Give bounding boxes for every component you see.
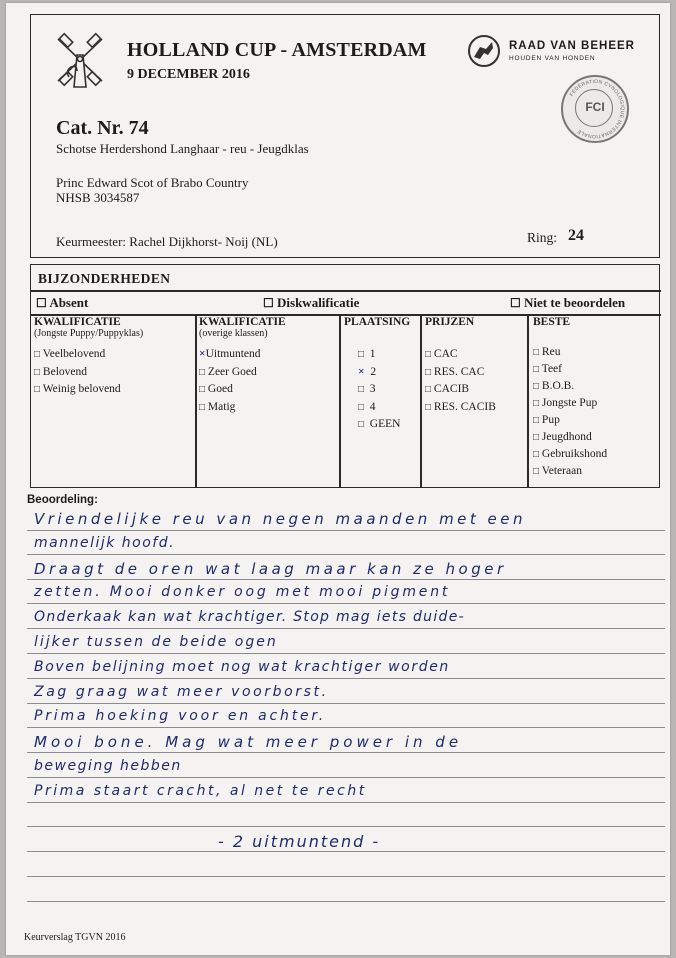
option-place-4[interactable]: □ 4 (358, 400, 376, 413)
column-subtitle: (Jongste Puppy/Puppyklas) (34, 328, 144, 339)
review-verdict: - 2 uitmuntend - (218, 832, 381, 851)
column-prizes (425, 316, 496, 416)
option-bob[interactable]: □ B.O.B. (533, 380, 575, 392)
option-checkbox[interactable]: □ (533, 347, 540, 358)
writing-line (27, 703, 665, 704)
column-title: BESTE (533, 316, 571, 328)
option-gebruikshond[interactable]: □ Gebruikshond (533, 448, 608, 460)
option-place-1[interactable]: □ 1 (358, 348, 376, 360)
option-checkbox[interactable]: □ (358, 401, 365, 413)
review-line: Draagt de oren wat laag maar kan ze hoger (34, 560, 507, 578)
option-checkbox[interactable]: □ (425, 401, 432, 413)
column-divider-1 (195, 314, 197, 487)
option-place-2[interactable]: × 2 (358, 365, 377, 378)
absent-label: Absent (49, 295, 89, 310)
marked-checkbox[interactable]: × (199, 348, 206, 360)
judge-name: Keurmeester: Rachel Dijkhorst- Noij (NL) (56, 234, 278, 249)
review-line: zetten. Mooi donker oog met mooi pigment (34, 584, 451, 600)
option-checkbox[interactable]: □ (533, 364, 540, 375)
column-title: KWALIFICATIE (34, 316, 121, 328)
column-divider-3 (420, 314, 422, 487)
not-judged-label: Niet te beoordelen (524, 295, 626, 310)
column-divider-4 (527, 314, 529, 487)
option-goed[interactable]: □ Goed (199, 383, 233, 395)
column-subtitle: (overige klassen) (199, 328, 268, 339)
column-title: PRIJZEN (425, 316, 475, 328)
option-reu[interactable]: □ Reu (533, 346, 561, 358)
event-title: HOLLAND CUP - AMSTERDAM (127, 39, 427, 61)
option-checkbox[interactable]: □ (425, 384, 432, 395)
review-line: Prima staart cracht, al net te recht (34, 783, 367, 799)
option-zeer-goed[interactable]: □ Zeer Goed (199, 365, 257, 378)
column-title: KWALIFICATIE (199, 316, 286, 328)
fci-label: FCI (585, 100, 605, 114)
event-date: 9 DECEMBER 2016 (127, 67, 250, 82)
writing-line (27, 603, 665, 604)
option-uitmuntend[interactable]: ×Uitmuntend (199, 348, 261, 360)
review-line: Onderkaak kan wat krachtiger. Stop mag iets duide- (34, 609, 465, 625)
option-cac[interactable]: □ CAC (425, 348, 458, 360)
catalogue-number: Cat. Nr. 74 (56, 117, 149, 139)
review-line: Vriendelijke reu van negen maanden met een (34, 510, 527, 528)
option-checkbox[interactable]: □ (533, 466, 540, 477)
writing-line (27, 777, 665, 778)
option-checkbox[interactable]: □ (34, 349, 41, 360)
raad-van-beheer-logo-icon (466, 33, 502, 69)
details-heading: BIJZONDERHEDEN (38, 271, 171, 286)
breed-line: Schotse Herdershond Langhaar - reu - Jeugdklas (56, 141, 309, 156)
absent-option[interactable] (36, 295, 88, 311)
writing-line (27, 901, 665, 902)
writing-line (27, 851, 665, 852)
svg-text:FÉDÉRATION CYNOLOGIQUE INTERNA: FÉDÉRATION CYNOLOGIQUE INTERNATIONALE (568, 78, 626, 140)
option-checkbox[interactable]: □ (425, 349, 432, 360)
org-name: RAAD VAN BEHEER (509, 40, 635, 52)
review-line: lijker tussen de beide ogen (34, 634, 278, 650)
judging-report-sheet (6, 3, 670, 955)
option-matig[interactable]: □ Matig (199, 400, 236, 413)
option-checkbox[interactable]: □ (199, 384, 206, 395)
option-place-3[interactable]: □ 3 (358, 383, 376, 395)
not-judged-option[interactable] (510, 295, 625, 311)
review-line: mannelijk hoofd. (34, 535, 176, 551)
writing-line (27, 678, 665, 679)
column-best (533, 316, 607, 480)
writing-line (27, 579, 665, 580)
windmill-logo-icon (50, 31, 110, 89)
option-jeugdhond[interactable]: □ Jeugdhond (533, 431, 592, 443)
option-checkbox[interactable]: □ (533, 398, 540, 409)
disqualification-label: Diskwalificatie (277, 295, 360, 310)
option-checkbox[interactable]: □ (199, 366, 206, 378)
fci-seal (561, 75, 629, 143)
option-checkbox[interactable]: □ (199, 401, 206, 413)
option-checkbox[interactable]: □ (533, 381, 540, 392)
option-veteraan[interactable]: □ Veteraan (533, 465, 582, 477)
option-checkbox[interactable]: □ (34, 384, 41, 395)
column-qualification-other (199, 316, 286, 416)
option-place-geen[interactable]: □ GEEN (358, 418, 401, 430)
writing-line (27, 826, 665, 827)
registration-number: NHSB 3034587 (56, 190, 140, 205)
option-checkbox[interactable]: □ (358, 349, 365, 360)
disqualification-checkbox[interactable]: ☐ (263, 296, 274, 310)
option-jongste-pup[interactable]: □ Jongste Pup (533, 397, 598, 409)
option-cacib[interactable]: □ CACIB (425, 383, 470, 395)
ring-number: 24 (568, 227, 584, 244)
review-line: Prima hoeking voor en achter. (34, 708, 326, 724)
review-line: Zag graag wat meer voorborst. (34, 684, 329, 700)
option-weinig-belovend[interactable]: □ Weinig belovend (34, 383, 121, 395)
disqualification-option[interactable] (263, 295, 359, 311)
writing-line (27, 752, 665, 753)
option-checkbox[interactable]: □ (533, 449, 540, 460)
footer-text: Keurverslag TGVN 2016 (24, 932, 126, 943)
column-qualification-puppy (34, 316, 143, 399)
option-res-cac[interactable]: □ RES. CAC (425, 365, 485, 378)
review-line: Boven belijning moet nog wat krachtiger worden (34, 659, 450, 675)
option-teef[interactable]: □ Teef (533, 363, 562, 375)
option-checkbox[interactable]: □ (425, 366, 432, 378)
option-checkbox[interactable]: □ (533, 415, 540, 426)
marked-checkbox[interactable]: × (358, 365, 365, 378)
dog-name: Princ Edward Scot of Brabo Country (56, 175, 249, 190)
writing-line (27, 653, 665, 654)
option-checkbox[interactable]: □ (358, 419, 365, 430)
option-checkbox[interactable]: □ (533, 432, 540, 443)
option-res-cacib[interactable]: □ RES. CACIB (425, 400, 496, 413)
option-pup[interactable]: □ Pup (533, 414, 560, 426)
option-belovend[interactable]: □ Belovend (34, 365, 87, 378)
writing-line (27, 530, 665, 531)
writing-line (27, 554, 665, 555)
option-veelbelovend[interactable]: □ Veelbelovend (34, 348, 106, 360)
writing-line (27, 876, 665, 877)
writing-line (27, 802, 665, 803)
writing-line (27, 628, 665, 629)
review-line: beweging hebben (34, 758, 182, 774)
review-line: Mooi bone. Mag wat meer power in de (34, 733, 463, 751)
option-checkbox[interactable]: □ (34, 366, 41, 378)
fci-ring-text-icon (563, 77, 627, 141)
details-heading-divider (30, 290, 661, 292)
column-divider-2 (339, 314, 341, 487)
column-title: PLAATSING (344, 316, 411, 328)
writing-line (27, 727, 665, 728)
ring-label: Ring: (527, 230, 558, 245)
absent-checkbox[interactable]: ☐ (36, 296, 47, 310)
not-judged-checkbox[interactable]: ☐ (510, 296, 521, 310)
org-tagline: HOUDEN VAN HONDEN (509, 55, 596, 62)
review-label: Beoordeling: (27, 494, 98, 506)
option-checkbox[interactable]: □ (358, 384, 365, 395)
column-placement (344, 316, 410, 434)
